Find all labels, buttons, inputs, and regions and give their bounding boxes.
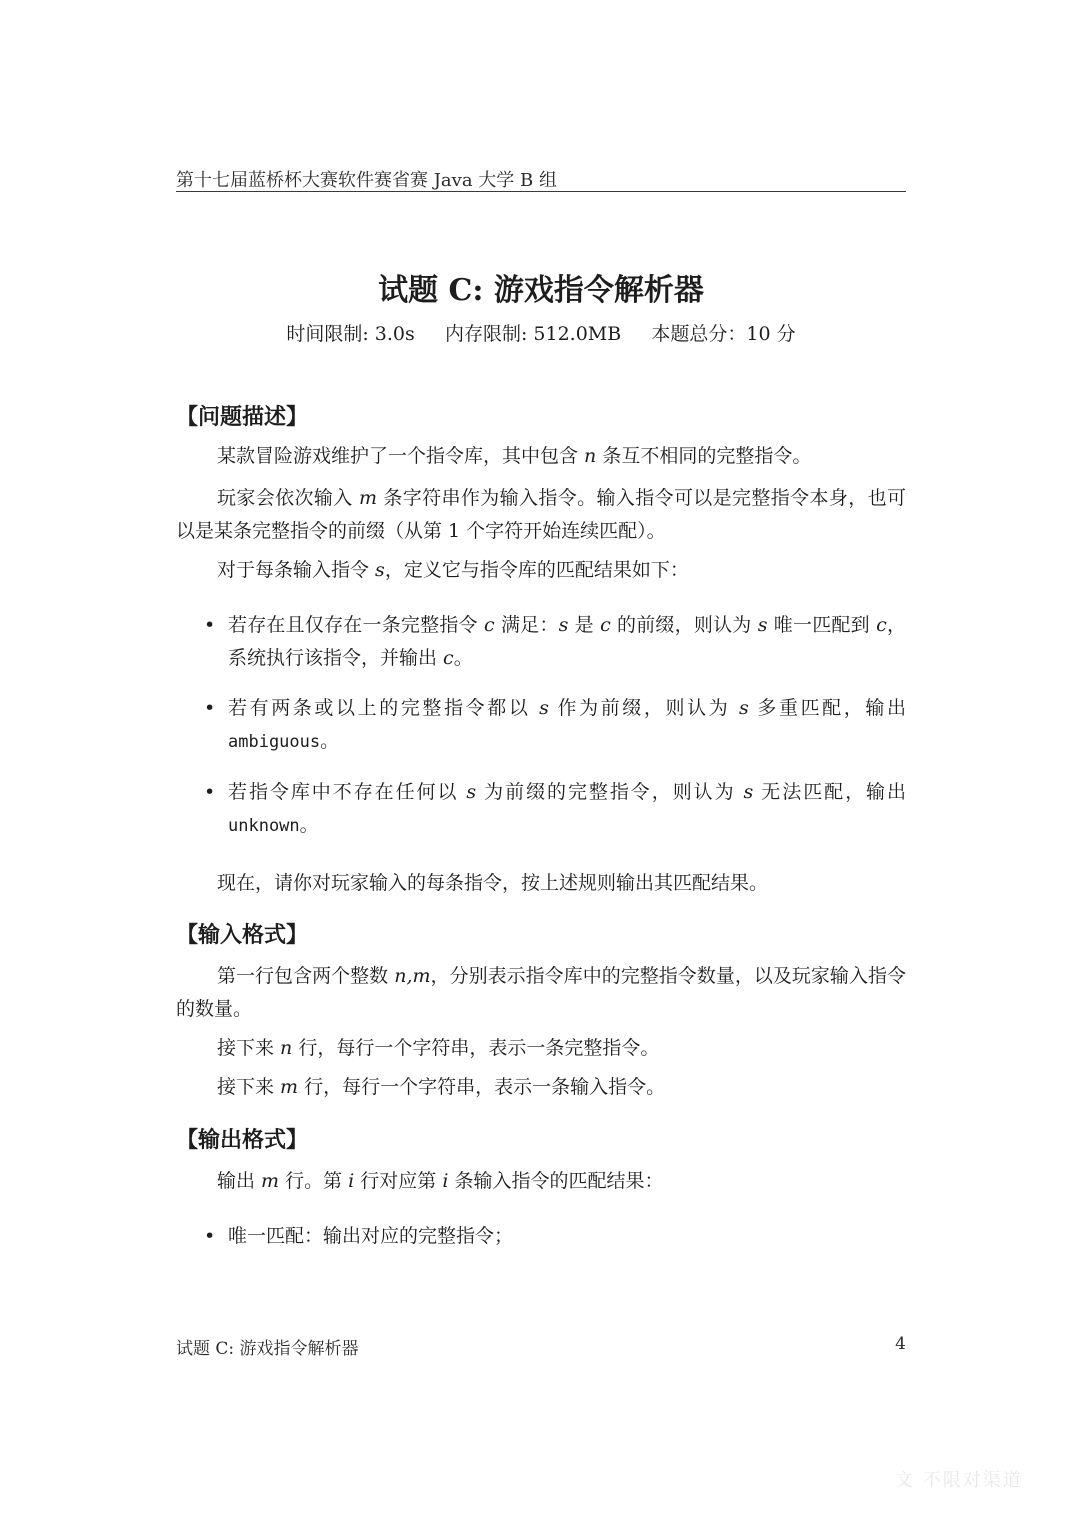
description-paragraph-3: 对于每条输入指令 s，定义它与指令库的匹配结果如下： bbox=[217, 559, 689, 581]
running-header: 第十七届蓝桥杯大赛软件赛省赛 Java 大学 B 组 bbox=[176, 170, 557, 191]
list-item: • 唯一匹配：输出对应的完整指令； bbox=[204, 1225, 514, 1247]
description-paragraph-4: 现在，请你对玩家输入的每条指令，按上述规则输出其匹配结果。 bbox=[217, 872, 769, 894]
list-item: • 若存在且仅存在一条完整指令 c 满足：s 是 c 的前缀，则认为 s 唯一匹配到 c，系统执行该指令，并输出 c。 bbox=[204, 614, 906, 669]
problem-title: 试题 C: 游戏指令解析器 bbox=[378, 273, 704, 308]
problem-body bbox=[176, 402, 906, 1253]
output-rules-list bbox=[176, 1220, 906, 1253]
input-heading: 【输入格式】 bbox=[176, 923, 309, 948]
list-item: • 若指令库中不存在任何以 s 为前缀的完整指令，则认为 s 无法匹配，输出 unknown。 bbox=[204, 781, 906, 836]
input-paragraph-2: 接下来 n 行，每行一个字符串，表示一条完整指令。 bbox=[217, 1037, 660, 1059]
header-rule bbox=[176, 191, 906, 192]
match-rules-list bbox=[176, 609, 906, 843]
description-paragraph-2: 玩家会依次输入 m 条字符串作为输入指令。输入指令可以是完整指令本身，也可以是某条完整指令的前缀（从第 1 个字符开始连续匹配）。 bbox=[176, 487, 906, 542]
problem-limits: 时间限制: 3.0s 内存限制: 512.0MB 本题总分：10 分 bbox=[286, 323, 796, 345]
input-paragraph-1: 第一行包含两个整数 n,m，分别表示指令库中的完整指令数量，以及玩家输入指令的数量。 bbox=[176, 965, 906, 1020]
output-paragraph-1: 输出 m 行。第 i 行对应第 i 条输入指令的匹配结果： bbox=[217, 1170, 664, 1192]
input-paragraph-3: 接下来 m 行，每行一个字符串，表示一条输入指令。 bbox=[217, 1076, 666, 1098]
output-heading: 【输出格式】 bbox=[176, 1128, 309, 1153]
watermark: 文 不限对渠道 bbox=[895, 1470, 1023, 1491]
page-number: 4 bbox=[895, 1334, 906, 1354]
list-item: • 若有两条或以上的完整指令都以 s 作为前缀，则认为 s 多重匹配，输出 ambiguous。 bbox=[204, 697, 906, 752]
footer-title: 试题 C: 游戏指令解析器 bbox=[176, 1339, 359, 1359]
description-paragraph-1: 某款冒险游戏维护了一个指令库，其中包含 n 条互不相同的完整指令。 bbox=[217, 445, 812, 467]
description-heading: 【问题描述】 bbox=[176, 405, 309, 430]
